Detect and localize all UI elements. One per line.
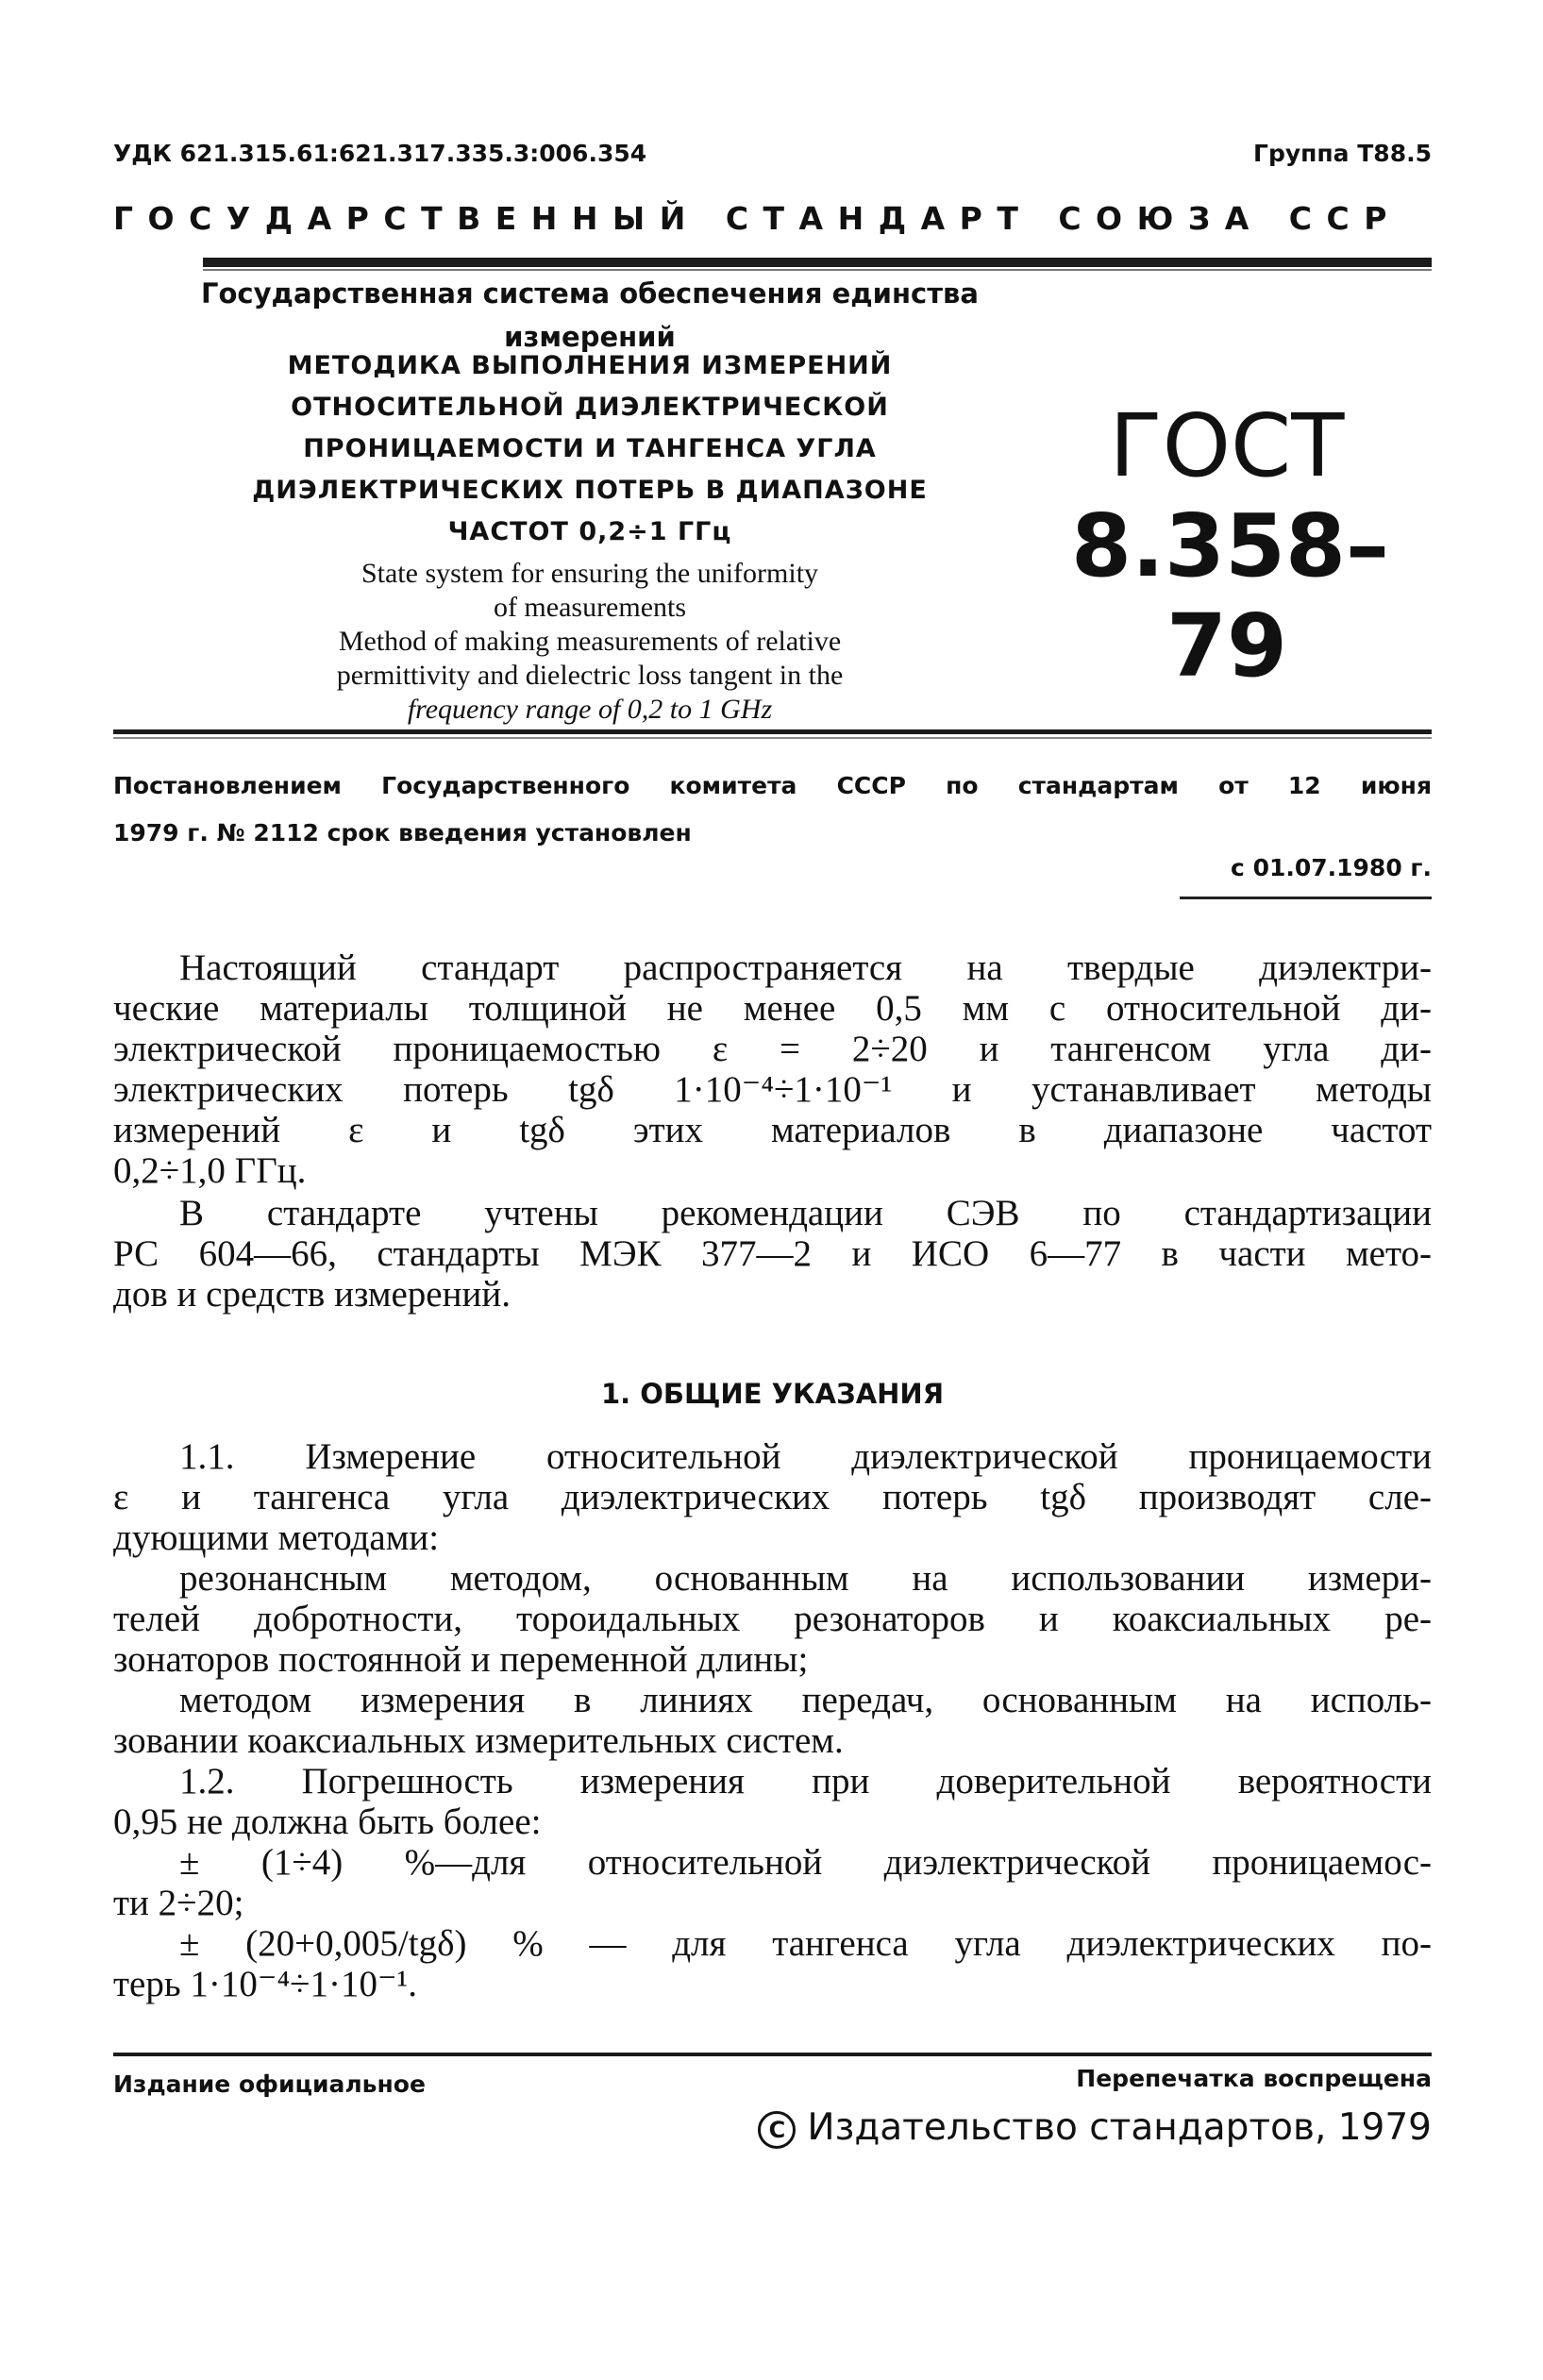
gost-label: ГОСТ: [1109, 395, 1345, 496]
effective-date: с 01.07.1980 г.: [1231, 854, 1432, 881]
text-line: зовании коаксиальных измерительных систем.: [113, 1720, 844, 1761]
title-rule-thin: [113, 737, 1432, 739]
text-line: электрических потерь tgδ 1·10⁻⁴÷1·10⁻¹ и устанавливает методы: [113, 1069, 1432, 1110]
english-line: State system for ensuring the uniformity: [361, 558, 819, 589]
text-line: терь 1·10⁻⁴÷1·10⁻¹.: [113, 1964, 417, 2004]
cmea-paragraph: [113, 1193, 1432, 1315]
text-line: ± (1÷4) %—для относительной диэлектрической проницаемос-: [179, 1842, 1432, 1883]
text-line: 0,2÷1,0 ГГц.: [113, 1150, 307, 1191]
system-line: измерений: [504, 321, 676, 353]
text-line: ± (20+0,005/tgδ) % — для тангенса угла диэлектрических по-: [179, 1923, 1432, 1964]
text-line: зонаторов постоянной и переменной длины;: [113, 1639, 809, 1680]
footer-rule: [113, 2053, 1432, 2056]
group-code: Группа Т88.5: [1253, 140, 1432, 167]
english-title: [184, 557, 996, 727]
publisher-name: Издательство стандартов, 1979: [807, 2106, 1432, 2149]
header-rule: [203, 258, 1432, 267]
document-title: [184, 345, 996, 553]
english-line: Method of making measurements of relative: [338, 626, 842, 657]
text-line: 0,95 не должна быть более:: [113, 1802, 542, 1842]
text-line: ти 2÷20;: [113, 1883, 244, 1923]
title-line: ДИЭЛЕКТРИЧЕСКИХ ПОТЕРЬ В ДИАПАЗОНЕ: [252, 476, 928, 505]
gost-number: 8.358–79: [1071, 495, 1390, 696]
decree-line: Постановлением Государственного комитета СССР по стандартам от 12 июня: [113, 772, 1432, 799]
text-line: ε и тангенса угла диэлектрических потерь tgδ производят сле-: [113, 1477, 1432, 1517]
reprint-prohibited: Перепечатка воспрещена: [1076, 2065, 1432, 2092]
title-line: МЕТОДИКА ВЫПОЛНЕНИЯ ИЗМЕРЕНИЙ: [287, 351, 893, 380]
english-line: of measurements: [493, 592, 687, 623]
text-line: дов и средств измерений.: [113, 1274, 511, 1315]
decree-line: 1979 г. № 2112 срок введения установлен: [113, 819, 692, 846]
effective-date-underline: [1180, 897, 1432, 899]
state-standard-heading: ГОСУДАРСТВЕННЫЙ СТАНДАРТ СОЮЗА ССР: [113, 200, 1401, 237]
text-line: резонансным методом, основанным на использовании измери-: [179, 1558, 1432, 1599]
title-line: ЧАСТОТ 0,2÷1 ГГц: [447, 517, 732, 546]
text-line: ческие материалы толщиной не менее 0,5 мм с относительной ди-: [113, 988, 1432, 1029]
english-line: frequency range of 0,2 to 1 GHz: [407, 694, 773, 725]
text-line: РС 604—66, стандарты МЭК 377—2 и ИСО 6—77 в части мето-: [113, 1233, 1432, 1274]
title-line: ОТНОСИТЕЛЬНОЙ ДИЭЛЕКТРИЧЕСКОЙ: [291, 393, 889, 422]
title-rule: [113, 729, 1432, 734]
text-line: 1.1. Измерение относительной диэлектрической проницаемости: [179, 1436, 1432, 1477]
text-line: Настоящий стандарт распространяется на твердые диэлектри-: [179, 947, 1432, 988]
section-heading: 1. ОБЩИЕ УКАЗАНИЯ: [600, 1378, 945, 1410]
publisher-line: [758, 2106, 1432, 2149]
scope-paragraph: [113, 947, 1432, 1191]
english-line: permittivity and dielectric loss tangent in the: [336, 660, 844, 691]
official-edition: Издание официальное: [113, 2070, 426, 2098]
text-line: В стандарте учтены рекомендации СЭВ по стандартизации: [179, 1193, 1432, 1233]
general-provisions: [113, 1436, 1432, 2004]
text-line: методом измерения в линиях передач, основанным на исполь-: [179, 1680, 1432, 1720]
text-line: электрической проницаемостью ε = 2÷20 и тангенсом угла ди-: [113, 1029, 1432, 1069]
gost-designation: [1071, 395, 1390, 696]
system-line: Государственная система обеспечения единства: [201, 277, 979, 310]
decree: [113, 763, 1432, 857]
text-line: измерений ε и tgδ этих материалов в диапазоне частот: [113, 1110, 1432, 1150]
copyright-icon: C: [758, 2111, 796, 2149]
text-line: 1.2. Погрешность измерения при доверительной вероятности: [179, 1761, 1432, 1802]
text-line: дующими методами:: [113, 1517, 440, 1558]
title-line: ПРОНИЦАЕМОСТИ И ТАНГЕНСА УГЛА: [303, 434, 877, 463]
header-rule-thin: [203, 269, 1432, 271]
udk-code: УДК 621.315.61:621.317.335.3:006.354: [113, 140, 647, 167]
text-line: телей добротности, тороидальных резонаторов и коаксиальных ре-: [113, 1599, 1432, 1639]
